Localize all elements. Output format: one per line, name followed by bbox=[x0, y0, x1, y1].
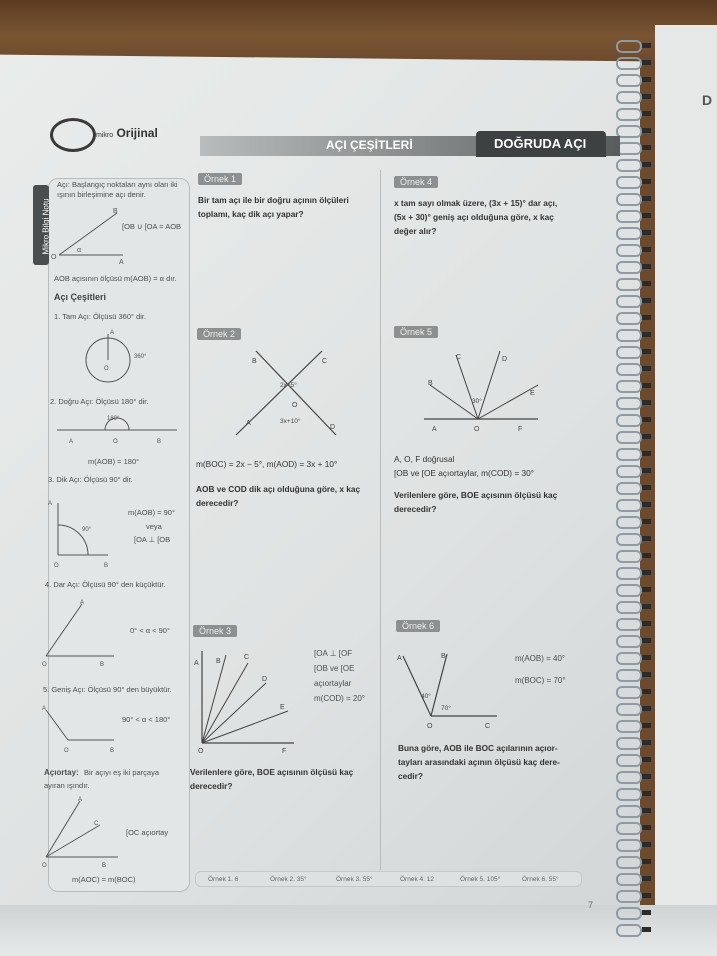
svg-text:O: O bbox=[51, 254, 57, 261]
binding-hole bbox=[642, 94, 651, 99]
svg-text:A: A bbox=[78, 797, 83, 803]
binding-ring bbox=[616, 839, 642, 852]
type-5: 5. Geniş Açı: Ölçüsü 90° den büyüktür. bbox=[43, 685, 172, 694]
definition-line-2: ışının birleşimine açı denir. bbox=[57, 190, 146, 199]
binding-hole bbox=[642, 400, 651, 405]
type-2: 2. Doğru Açı: Ölçüsü 180° dir. bbox=[50, 397, 149, 406]
svg-text:B: B bbox=[104, 563, 109, 569]
binding-hole bbox=[642, 417, 651, 422]
svg-text:A: A bbox=[48, 501, 53, 507]
binding-hole bbox=[642, 519, 651, 524]
binding-hole bbox=[642, 502, 651, 507]
binding-hole bbox=[642, 825, 651, 830]
svg-text:B: B bbox=[100, 662, 105, 668]
binding-ring bbox=[616, 431, 642, 444]
binding-hole bbox=[642, 179, 651, 184]
binding-hole bbox=[642, 230, 651, 235]
svg-text:O: O bbox=[474, 426, 480, 433]
type-3: 3. Dik Açı: Ölçüsü 90° dir. bbox=[48, 475, 133, 484]
svg-text:B: B bbox=[252, 358, 257, 365]
binding-ring bbox=[616, 890, 642, 903]
binding-hole bbox=[642, 621, 651, 626]
binding-ring bbox=[616, 652, 642, 665]
svg-text:B: B bbox=[113, 208, 118, 215]
answer-6: Örnek 6. 55° bbox=[522, 876, 559, 883]
binding-ring bbox=[616, 57, 642, 70]
binding-hole bbox=[642, 468, 651, 473]
binding-ring bbox=[616, 312, 642, 325]
binding-ring bbox=[616, 856, 642, 869]
binding-hole bbox=[642, 77, 651, 82]
svg-text:B: B bbox=[216, 658, 221, 665]
svg-text:A: A bbox=[42, 706, 47, 712]
binding-hole bbox=[642, 910, 651, 915]
acute-angle-figure bbox=[40, 596, 120, 666]
binding-hole bbox=[642, 281, 651, 286]
binding-hole bbox=[642, 842, 651, 847]
type-3-perp: [OA ⊥ [OB bbox=[134, 535, 171, 544]
binding-hole bbox=[642, 247, 651, 252]
example-5-question: Verilenlere göre, BOE açısının ölçüsü kaç derecedir? bbox=[394, 490, 558, 514]
svg-text:D: D bbox=[262, 676, 268, 683]
binding-ring bbox=[616, 261, 642, 274]
example-4-text: x tam sayı olmak üzere, (3x + 15)° dar açı, (5x + 30)° geniş açı olduğuna göre, x kaç değer alır? bbox=[394, 198, 558, 236]
binding-ring bbox=[616, 176, 642, 189]
binding-hole bbox=[642, 383, 651, 388]
bisector-title: Açıortay: bbox=[44, 768, 79, 777]
svg-text:O: O bbox=[42, 863, 47, 869]
binding-hole bbox=[642, 808, 651, 813]
example-3-figure bbox=[190, 645, 310, 755]
example-6-givens: m(AOB) = 40° m(BOC) = 70° bbox=[515, 654, 566, 685]
binding-hole bbox=[642, 655, 651, 660]
binding-hole bbox=[642, 366, 651, 371]
binding-ring bbox=[616, 601, 642, 614]
binding-ring bbox=[616, 414, 642, 427]
binding-ring bbox=[616, 244, 642, 257]
binding-hole bbox=[642, 332, 651, 337]
side-tab-label: Mikro Bilgi Notu bbox=[41, 198, 51, 255]
type-1: 1. Tam Açı: Ölçüsü 360° dir. bbox=[54, 312, 147, 321]
example-2-figure bbox=[230, 345, 360, 445]
binding-hole bbox=[642, 876, 651, 881]
type-5-formula: 90° < α < 180° bbox=[122, 715, 171, 724]
svg-text:C: C bbox=[244, 654, 250, 661]
brand: mikro Orijinal bbox=[96, 126, 158, 140]
definition-formula: [OB ∪ [OA = AOB bbox=[122, 222, 182, 231]
page-number: 7 bbox=[588, 900, 594, 910]
binding-hole bbox=[642, 740, 651, 745]
svg-text:3x+10°: 3x+10° bbox=[280, 418, 301, 425]
type-2-formula: m(AOB) = 180° bbox=[88, 457, 140, 466]
svg-text:A: A bbox=[194, 660, 199, 667]
binding-hole bbox=[642, 162, 651, 167]
binding-hole bbox=[642, 587, 651, 592]
binding-ring bbox=[616, 805, 642, 818]
bisector-label: [OC açıortay bbox=[126, 828, 169, 837]
svg-text:D: D bbox=[502, 356, 508, 363]
svg-text:C: C bbox=[456, 354, 462, 361]
binding-ring bbox=[616, 703, 642, 716]
binding-ring bbox=[616, 686, 642, 699]
binding-ring bbox=[616, 907, 642, 920]
example-5-given: A, O, F doğrusal [OB ve [OE açıortaylar, m(COD) = 30° bbox=[394, 454, 535, 478]
svg-text:A: A bbox=[69, 439, 74, 445]
binding-hole bbox=[642, 111, 651, 116]
binding-ring bbox=[616, 193, 642, 206]
binding-hole bbox=[642, 570, 651, 575]
answer-1: Örnek 1. 6 bbox=[208, 876, 239, 883]
binding-ring bbox=[616, 210, 642, 223]
binding-hole bbox=[642, 349, 651, 354]
svg-text:360°: 360° bbox=[134, 354, 147, 360]
binding-ring bbox=[616, 329, 642, 342]
binding-hole bbox=[642, 60, 651, 65]
right-angle-figure bbox=[46, 495, 116, 570]
binding-ring bbox=[616, 91, 642, 104]
binding-hole bbox=[642, 213, 651, 218]
binding-hole bbox=[642, 757, 651, 762]
binding-ring bbox=[616, 669, 642, 682]
binding-ring bbox=[616, 533, 642, 546]
svg-text:B: B bbox=[157, 439, 162, 445]
binding-ring bbox=[616, 397, 642, 410]
binding-hole bbox=[642, 553, 651, 558]
svg-text:O: O bbox=[198, 748, 204, 755]
binding-hole bbox=[642, 434, 651, 439]
example-2-given: m(BOC) = 2x − 5°, m(AOD) = 3x + 10° bbox=[196, 459, 338, 469]
binding-ring bbox=[616, 737, 642, 750]
type-3-formula: m(AOB) = 90° bbox=[128, 508, 175, 517]
topic-title: AÇI ÇEŞİTLERİ bbox=[326, 138, 413, 152]
example-5-figure bbox=[420, 345, 570, 435]
type-4-formula: 0° < α < 90° bbox=[130, 626, 170, 635]
svg-text:C: C bbox=[485, 723, 491, 730]
svg-text:A: A bbox=[110, 330, 115, 336]
svg-text:O: O bbox=[104, 366, 109, 372]
example-2-question: AOB ve COD dik açı olduğuna göre, x kaç derecedir? bbox=[196, 484, 361, 508]
svg-text:B: B bbox=[110, 748, 115, 754]
svg-text:F: F bbox=[282, 748, 287, 755]
table-surface bbox=[0, 905, 717, 956]
answer-5: Örnek 5. 105° bbox=[460, 876, 501, 883]
bisector-formula: m(AOC) = m(BOC) bbox=[72, 875, 136, 884]
binding-ring bbox=[616, 108, 642, 121]
section-tag: DOĞRUDA AÇI bbox=[494, 136, 587, 151]
svg-text:F: F bbox=[518, 426, 523, 433]
svg-text:B: B bbox=[441, 653, 446, 660]
binding-ring bbox=[616, 465, 642, 478]
binding-ring bbox=[616, 516, 642, 529]
binding-hole bbox=[642, 604, 651, 609]
binding-ring bbox=[616, 499, 642, 512]
svg-text:C: C bbox=[322, 358, 328, 365]
binding-hole bbox=[642, 672, 651, 677]
types-title: Açı Çeşitleri bbox=[54, 292, 107, 302]
type-3-or: veya bbox=[146, 522, 162, 531]
svg-text:90°: 90° bbox=[82, 527, 92, 533]
binding-ring bbox=[616, 618, 642, 631]
svg-text:A: A bbox=[397, 655, 402, 662]
binding-hole bbox=[642, 485, 651, 490]
svg-text:O: O bbox=[113, 439, 118, 445]
binding-ring bbox=[616, 584, 642, 597]
example-4-label: Örnek 4 bbox=[394, 176, 438, 188]
binding-ring bbox=[616, 788, 642, 801]
binding-hole bbox=[642, 706, 651, 711]
next-page-edge bbox=[655, 25, 717, 956]
binding-hole bbox=[642, 43, 651, 48]
next-page-letter: D bbox=[702, 92, 713, 108]
column-divider bbox=[380, 170, 381, 870]
svg-text:E: E bbox=[280, 704, 285, 711]
binding-ring bbox=[616, 74, 642, 87]
binding-hole bbox=[642, 774, 651, 779]
binding-hole bbox=[642, 893, 651, 898]
binding-ring bbox=[616, 227, 642, 240]
logo-icon bbox=[50, 118, 96, 152]
binding-ring bbox=[616, 720, 642, 733]
binding-hole bbox=[642, 315, 651, 320]
type-4: 4. Dar Açı: Ölçüsü 90° den küçüktür. bbox=[45, 580, 166, 589]
svg-text:E: E bbox=[530, 390, 535, 397]
binding-ring bbox=[616, 754, 642, 767]
full-angle-figure bbox=[84, 330, 174, 390]
svg-text:A: A bbox=[119, 259, 124, 266]
binding-hole bbox=[642, 536, 651, 541]
answer-3: Örnek 3. 55° bbox=[336, 876, 373, 883]
example-3-question: Verilenlere göre, BOE açısının ölçüsü kaç derecedir? bbox=[190, 767, 354, 791]
svg-text:O: O bbox=[64, 748, 69, 754]
svg-text:O: O bbox=[54, 563, 59, 569]
example-3-givens: [OA ⊥ [OF [OB ve [OE açıortaylar m(COD) = 20° bbox=[314, 649, 365, 703]
example-1-text: Bir tam açı ile bir doğru açının ölçüleri toplamı, kaç dik açı yapar? bbox=[198, 195, 349, 219]
svg-text:40°: 40° bbox=[421, 693, 431, 700]
binding-ring bbox=[616, 567, 642, 580]
binding-hole bbox=[642, 128, 651, 133]
binding-hole bbox=[642, 689, 651, 694]
bisector-figure bbox=[40, 795, 130, 870]
binding-ring bbox=[616, 159, 642, 172]
binding-ring bbox=[616, 448, 642, 461]
answer-4: Örnek 4. 12 bbox=[400, 876, 434, 883]
binding-ring bbox=[616, 822, 642, 835]
binding-ring bbox=[616, 635, 642, 648]
binding-hole bbox=[642, 638, 651, 643]
example-6-figure bbox=[395, 640, 515, 730]
example-3-label: Örnek 3 bbox=[193, 625, 237, 637]
binding-hole bbox=[642, 298, 651, 303]
binding-hole bbox=[642, 927, 651, 932]
svg-text:70°: 70° bbox=[441, 705, 451, 712]
svg-text:B: B bbox=[102, 863, 107, 869]
svg-text:O: O bbox=[42, 662, 47, 668]
svg-text:B: B bbox=[428, 380, 433, 387]
binding-ring bbox=[616, 346, 642, 359]
binding-ring bbox=[616, 482, 642, 495]
svg-text:180°: 180° bbox=[107, 416, 120, 422]
binding-hole bbox=[642, 723, 651, 728]
binding-ring bbox=[616, 40, 642, 53]
binding-hole bbox=[642, 264, 651, 269]
svg-text:α: α bbox=[77, 247, 82, 254]
wooden-table bbox=[0, 0, 717, 60]
binding-ring bbox=[616, 363, 642, 376]
binding-ring bbox=[616, 924, 642, 937]
svg-text:O: O bbox=[292, 402, 298, 409]
measure-line: AOB açısının ölçüsü m(AOB) = α dır. bbox=[54, 274, 177, 283]
svg-text:O: O bbox=[427, 723, 433, 730]
svg-text:C: C bbox=[94, 821, 99, 827]
svg-text:A: A bbox=[246, 420, 251, 427]
svg-text:A: A bbox=[80, 600, 85, 606]
svg-text:A: A bbox=[432, 426, 437, 433]
binding-ring bbox=[616, 873, 642, 886]
binding-ring bbox=[616, 771, 642, 784]
bisector-line-2: ayıran ışındır. bbox=[44, 781, 90, 790]
binding-hole bbox=[642, 145, 651, 150]
binding-ring bbox=[616, 295, 642, 308]
example-5-label: Örnek 5 bbox=[394, 326, 438, 338]
binding-ring bbox=[616, 550, 642, 563]
binding-hole bbox=[642, 791, 651, 796]
binding-ring bbox=[616, 380, 642, 393]
binding-ring bbox=[616, 278, 642, 291]
example-6-question: Buna göre, AOB ile BOC açılarının açıor- tayları arasındaki açının ölçüsü kaç dere- cedir? bbox=[398, 743, 560, 781]
bisector-line-1: Bir açıyı eş iki parçaya bbox=[84, 768, 160, 777]
straight-angle-figure bbox=[55, 410, 185, 450]
example-1-label: Örnek 1 bbox=[198, 173, 242, 185]
definition-line-1: Açı: Başlangıç noktaları aynı olan iki bbox=[57, 180, 178, 189]
svg-text:D: D bbox=[330, 424, 336, 431]
svg-text:2x−5°: 2x−5° bbox=[280, 382, 297, 389]
angle-definition-figure bbox=[51, 205, 125, 266]
binding-hole bbox=[642, 196, 651, 201]
example-2-label: Örnek 2 bbox=[197, 328, 241, 340]
binding-hole bbox=[642, 859, 651, 864]
example-6-label: Örnek 6 bbox=[396, 620, 440, 632]
binding-hole bbox=[642, 451, 651, 456]
obtuse-angle-figure bbox=[40, 700, 120, 760]
answer-2: Örnek 2. 35° bbox=[270, 876, 307, 883]
svg-text:30°: 30° bbox=[472, 398, 482, 405]
